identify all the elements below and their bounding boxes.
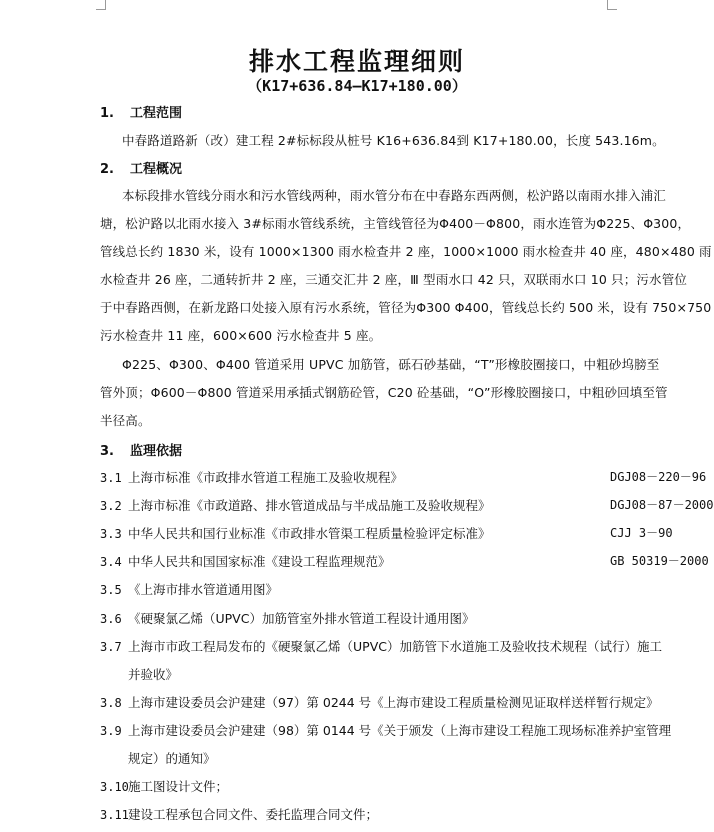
reference-number: 3.6 <box>100 612 122 626</box>
paragraph-line: 本标段排水管线分雨水和污水管线两种，雨水管分布在中春路东西两侧，松沪路以南雨水排入浦汇 <box>122 188 666 203</box>
reference-title: 中华人民共和国国家标准《建设工程监理规范》 <box>128 554 391 569</box>
section-1-text: 中春路道路新（改）建工程 2#标标段从桩号 K16+636.84到 K17+180.00，长度 543.16m。 <box>122 133 665 148</box>
section-number: 2. <box>100 162 114 177</box>
paragraph-line: 管线总长约 1830 米，设有 1000×1300 雨水检查井 2 座，1000×1000 雨水检查井 40 座，480×480 雨 <box>100 244 712 259</box>
section-3-heading <box>100 440 182 459</box>
reference-item <box>100 637 662 655</box>
reference-item <box>100 777 228 795</box>
reference-item <box>100 524 700 542</box>
reference-item <box>100 693 659 711</box>
paragraph-line: 塘，松沪路以北雨水接入 3#标雨水管线系统，主管线管径为Φ400－Φ800，雨水连管为Φ225、Φ300， <box>100 216 691 231</box>
standard-code: GB 50319－2000 <box>610 554 709 568</box>
reference-title: 上海市市政工程局发布的《硬聚氯乙烯（UPVC）加筋管下水道施工及验收技术规程（试行）施工 <box>128 639 662 654</box>
section-title: 工程范围 <box>130 106 183 121</box>
reference-title: 上海市标准《市政道路、排水管道成品与半成品施工及验收规程》 <box>128 498 491 513</box>
page-corner-mark-right <box>607 0 617 10</box>
paragraph-line: 水检查井 26 座，二通转折井 2 座，三通交汇井 2 座，Ⅲ 型雨水口 42 只，双联雨水口 10 只；污水管位 <box>100 272 687 287</box>
document-title: 排水工程监理细则 <box>248 47 465 76</box>
paragraph-line: Φ225、Φ300、Φ400 管道采用 UPVC 加筋管，砾石砂基础，“T”形橡胶圈接口，中粗砂坞膀至 <box>122 357 660 372</box>
reference-item <box>100 496 714 514</box>
standard-code: CJJ 3－90 <box>610 526 673 540</box>
reference-number: 3.10 <box>100 780 129 794</box>
reference-title: 中华人民共和国行业标准《市政排水管渠工程质量检验评定标准》 <box>128 526 491 541</box>
reference-continuation: 规定）的通知》 <box>128 751 216 766</box>
reference-title: 《上海市排水管道通用图》 <box>128 582 279 597</box>
reference-title: 《硬聚氯乙烯（UPVC）加筋管室外排水管道工程设计通用图》 <box>128 611 475 626</box>
reference-number: 3.9 <box>100 724 122 738</box>
reference-continuation: 并验收》 <box>128 667 179 682</box>
reference-item <box>100 609 474 627</box>
reference-number: 3.8 <box>100 696 122 710</box>
paragraph-line: 污水检查井 11 座，600×600 污水检查井 5 座。 <box>100 328 382 343</box>
reference-title: 上海市建设委员会沪建建（98）第 0144 号《关于颁发（上海市建设工程施工现场标准养护室管理 <box>128 723 672 738</box>
reference-number: 3.1 <box>100 471 122 485</box>
reference-number: 3.7 <box>100 640 122 654</box>
reference-item <box>100 552 709 570</box>
section-title: 工程概况 <box>130 162 183 177</box>
section-title: 监理依据 <box>130 444 183 459</box>
page-corner-mark-left <box>96 0 106 10</box>
document-subtitle: （K17+636.84—K17+180.00） <box>247 77 467 95</box>
standard-code: DGJ08－220－96 <box>610 470 707 484</box>
reference-number: 3.4 <box>100 555 122 569</box>
paragraph-line: 于中春路西侧，在新龙路口处接入原有污水系统，管径为Φ300 Φ400，管线总长约 500 米，设有 750×750 <box>100 300 712 315</box>
section-number: 1. <box>100 106 114 121</box>
reference-number: 3.3 <box>100 527 122 541</box>
reference-number: 3.11 <box>100 808 129 822</box>
reference-number: 3.2 <box>100 499 122 513</box>
section-1-heading <box>100 102 182 121</box>
reference-title: 建设工程承包合同文件、委托监理合同文件； <box>128 807 379 822</box>
standard-code: DGJ08－87－2000 <box>610 498 714 512</box>
reference-title: 上海市标准《市政排水管道工程施工及验收规程》 <box>128 470 404 485</box>
reference-title: 上海市建设委员会沪建建（97）第 0244 号《上海市建设工程质量检测见证取样送样暂行规定》 <box>128 695 659 710</box>
reference-item <box>100 468 707 486</box>
reference-title: 施工图设计文件； <box>128 779 229 794</box>
reference-item <box>100 721 671 739</box>
reference-item <box>100 580 278 598</box>
reference-item <box>100 805 378 823</box>
reference-number: 3.5 <box>100 583 122 597</box>
section-number: 3. <box>100 444 114 459</box>
paragraph-line: 半径高。 <box>100 413 151 428</box>
paragraph-line: 管外顶；Φ600－Φ800 管道采用承插式钢筋砼管，C20 砼基础，“O”形橡胶圈接口，中粗砂回填至管 <box>100 385 668 400</box>
section-2-heading <box>100 158 182 177</box>
